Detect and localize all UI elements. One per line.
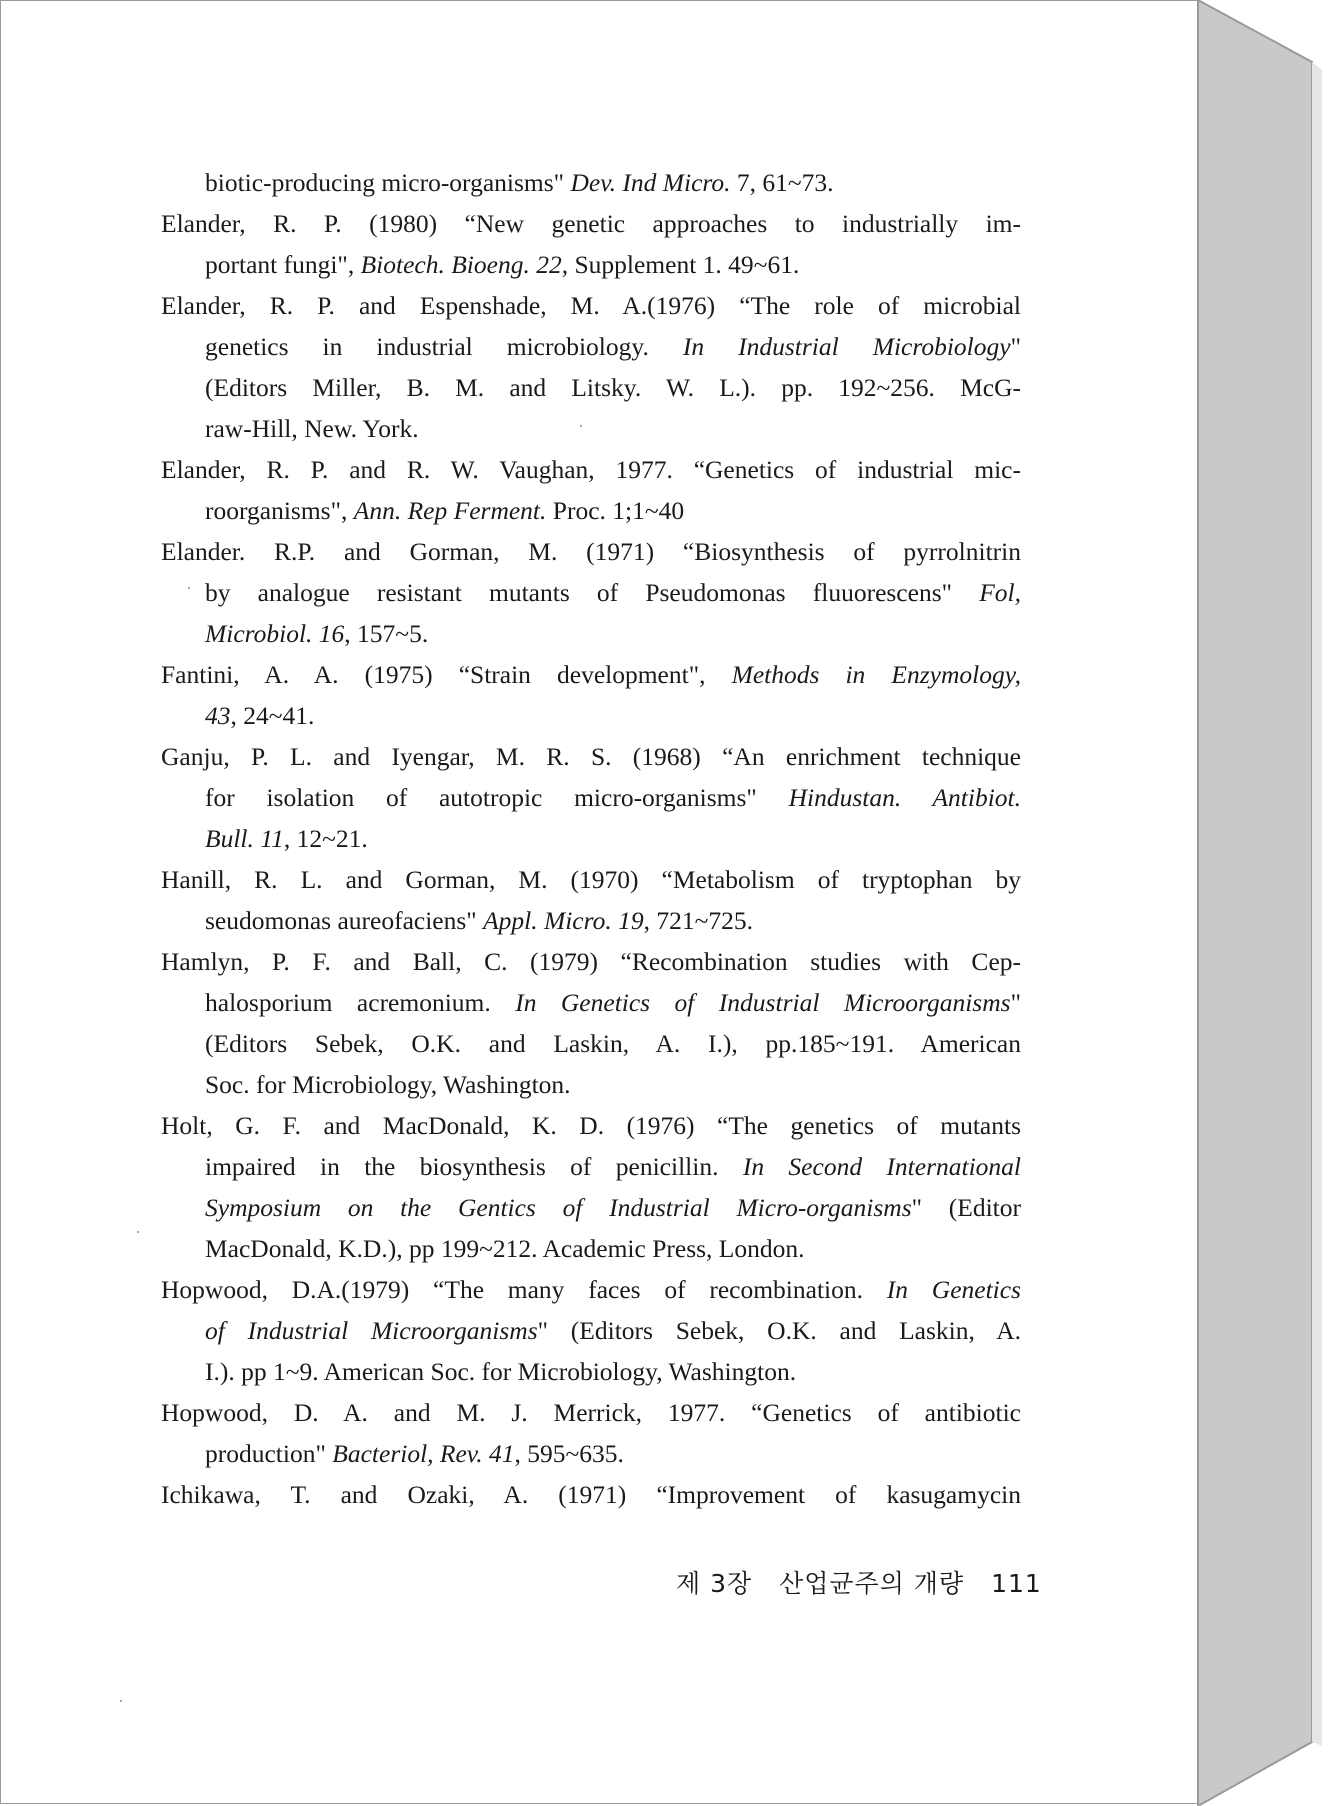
reference-text: halosporium acremonium.	[205, 988, 516, 1017]
reference-text: genetics in industrial microbiology.	[205, 332, 683, 361]
scan-speck	[137, 1231, 139, 1233]
reference-entry	[161, 1392, 1021, 1474]
reference-line	[205, 818, 1021, 859]
reference-entry	[161, 859, 1021, 941]
reference-entry	[161, 1269, 1021, 1392]
reference-line	[161, 1392, 1021, 1433]
reference-line	[205, 982, 1021, 1023]
reference-italic-text: of Industrial Microorganisms	[205, 1316, 538, 1345]
reference-text: biotic-producing micro-organisms"	[205, 168, 571, 197]
scan-speck	[120, 1700, 122, 1702]
reference-text: Elander. R.P. and Gorman, M. (1971) “Biosynthesis of pyrrolnitrin	[161, 537, 1021, 566]
page-number: 111	[991, 1569, 1042, 1598]
reference-italic-text: 43	[205, 701, 231, 730]
reference-entry	[161, 1474, 1021, 1515]
reference-italic-text: Appl. Micro. 19	[483, 906, 644, 935]
reference-line	[161, 449, 1021, 490]
reference-line	[205, 162, 1021, 203]
reference-italic-text: Methods in Enzymology,	[731, 660, 1021, 689]
reference-line	[205, 1146, 1021, 1187]
reference-italic-text: In Genetics	[886, 1275, 1021, 1304]
reference-text: for isolation of autotropic micro-organisms"	[205, 783, 789, 812]
reference-line	[205, 490, 1021, 531]
reference-text: portant fungi",	[205, 250, 361, 279]
reference-line	[161, 859, 1021, 900]
reference-line	[161, 285, 1021, 326]
reference-text: impaired in the biosynthesis of penicillin.	[205, 1152, 743, 1181]
reference-entry	[161, 162, 1021, 203]
reference-line	[161, 1105, 1021, 1146]
reference-text: " (Editor	[911, 1193, 1021, 1222]
reference-text: Hopwood, D.A.(1979) “The many faces of recombination.	[161, 1275, 887, 1304]
reference-text: "	[1010, 988, 1021, 1017]
reference-line	[161, 203, 1021, 244]
reference-text: "	[1010, 332, 1021, 361]
footer-chapter: 제 3장	[676, 1569, 753, 1598]
reference-text: , 721~725.	[643, 906, 754, 935]
reference-entry	[161, 285, 1021, 449]
reference-list	[161, 162, 1021, 1515]
reference-line	[205, 1064, 1021, 1105]
side-shadow	[1312, 62, 1322, 1746]
reference-italic-text: Dev. Ind Micro.	[570, 168, 731, 197]
reference-italic-text: Hindustan. Antibiot.	[788, 783, 1021, 812]
reference-text: Soc. for Microbiology, Washington.	[205, 1070, 571, 1099]
reference-text: production"	[205, 1439, 333, 1468]
reference-line	[205, 572, 1021, 613]
reference-italic-text: Microbiol. 16	[205, 619, 345, 648]
reference-line	[205, 1023, 1021, 1064]
reference-italic-text: Fol,	[979, 578, 1021, 607]
footer-chapter-title: 산업균주의 개량	[779, 1569, 965, 1598]
reference-text: Hamlyn, P. F. and Ball, C. (1979) “Recombination studies with Cep-	[161, 947, 1021, 976]
reference-text: Hanill, R. L. and Gorman, M. (1970) “Metabolism of tryptophan by	[161, 865, 1021, 894]
reference-text: Proc. 1;1~40	[546, 496, 685, 525]
reference-line	[205, 326, 1021, 367]
reference-line	[205, 1351, 1021, 1392]
reference-line	[205, 1187, 1021, 1228]
reference-entry	[161, 449, 1021, 531]
reference-text: " (Editors Sebek, O.K. and Laskin, A.	[537, 1316, 1021, 1345]
reference-text: (Editors Sebek, O.K. and Laskin, A. I.), pp.185~191. American	[205, 1029, 1021, 1058]
reference-text: Hopwood, D. A. and M. J. Merrick, 1977. “Genetics of antibiotic	[161, 1398, 1021, 1427]
reference-text: Ganju, P. L. and Iyengar, M. R. S. (1968) “An enrichment technique	[161, 742, 1021, 771]
reference-text: Holt, G. F. and MacDonald, K. D. (1976) “The genetics of mutants	[161, 1111, 1021, 1140]
reference-entry	[161, 736, 1021, 859]
reference-text: seudomonas aureofaciens"	[205, 906, 484, 935]
reference-text: by analogue resistant mutants of Pseudomonas fluuorescens"	[205, 578, 980, 607]
reference-text: Fantini, A. A. (1975) “Strain development",	[161, 660, 732, 689]
reference-line	[205, 900, 1021, 941]
reference-text: Elander, R. P. and R. W. Vaughan, 1977. “Genetics of industrial mic-	[161, 455, 1021, 484]
reference-line	[205, 777, 1021, 818]
reference-line	[205, 408, 1021, 449]
reference-line	[205, 1433, 1021, 1474]
reference-text: , 595~635.	[514, 1439, 624, 1468]
reference-line	[205, 613, 1021, 654]
reference-text: roorganisms",	[205, 496, 354, 525]
reference-line	[205, 367, 1021, 408]
reference-italic-text: Bacteriol, Rev. 41	[332, 1439, 515, 1468]
reference-line	[161, 1269, 1021, 1310]
reference-italic-text: In Genetics of Industrial Microorganisms	[515, 988, 1011, 1017]
reference-entry	[161, 531, 1021, 654]
reference-entry	[161, 1105, 1021, 1269]
reference-line	[161, 941, 1021, 982]
reference-italic-text: Biotech. Bioeng. 22	[360, 250, 562, 279]
reference-text: Ichikawa, T. and Ozaki, A. (1971) “Improvement of kasugamycin	[161, 1480, 1021, 1509]
side-panel	[1198, 0, 1312, 1806]
reference-line	[205, 1228, 1021, 1269]
scan-speck	[580, 425, 582, 427]
reference-line	[161, 1474, 1021, 1515]
scan-speck	[188, 587, 190, 589]
reference-line	[205, 1310, 1021, 1351]
page-footer	[676, 1564, 1060, 1600]
reference-text: raw-Hill, New. York.	[205, 414, 419, 443]
reference-italic-text: Symposium on the Gentics of Industrial Micro-organisms	[205, 1193, 912, 1222]
reference-entry	[161, 941, 1021, 1105]
reference-text: , 12~21.	[283, 824, 368, 853]
reference-line	[161, 654, 1021, 695]
reference-entry	[161, 203, 1021, 285]
reference-text: MacDonald, K.D.), pp 199~212. Academic Press, London.	[205, 1234, 805, 1263]
reference-text: , 157~5.	[344, 619, 429, 648]
reference-line	[161, 736, 1021, 777]
reference-text: Elander, R. P. and Espenshade, M. A.(1976) “The role of microbial	[161, 291, 1021, 320]
reference-line	[205, 695, 1021, 736]
reference-text: , 24~41.	[230, 701, 315, 730]
reference-italic-text: Bull. 11	[205, 824, 284, 853]
reference-line	[205, 244, 1021, 285]
reference-text: 7, 61~73.	[730, 168, 834, 197]
reference-entry	[161, 654, 1021, 736]
reference-text: I.). pp 1~9. American Soc. for Microbiology, Washington.	[205, 1357, 797, 1386]
reference-text: (Editors Miller, B. M. and Litsky. W. L.). pp. 192~256. McG-	[205, 373, 1021, 402]
reference-italic-text: In Industrial Microbiology	[682, 332, 1011, 361]
reference-text: , Supplement 1. 49~61.	[561, 250, 800, 279]
reference-italic-text: Ann. Rep Ferment.	[353, 496, 547, 525]
reference-text: Elander, R. P. (1980) “New genetic approaches to industrially im-	[161, 209, 1021, 238]
reference-italic-text: In Second International	[742, 1152, 1022, 1181]
reference-line	[161, 531, 1021, 572]
